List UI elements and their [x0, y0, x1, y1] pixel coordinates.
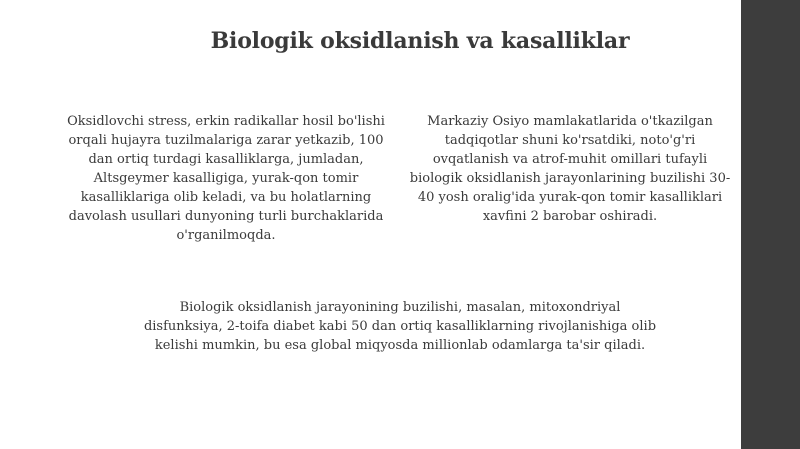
slide-title: Biologik oksidlanish va kasalliklar: [210, 28, 630, 54]
side-decor-bar: [741, 0, 800, 449]
paragraph-mitochondrial-dysfunction: Biologik oksidlanish jarayonining buzilishi, masalan, mitoxondriyal disfunksiya, 2-toifa diabet kabi 50 dan ortiq kasalliklarning rivojlanishiga olib kelishi mumkin, bu esa global miqyosda millionlab odamlarga ta'sir qiladi.: [143, 300, 657, 353]
paragraph-central-asia-research: Markaziy Osiyo mamlakatlarida o'tkazilgan tadqiqotlar shuni ko'rsatdiki, noto'g'ri ovqatlanish va atrof-muhit omillari tufayli biologik oksidlanish jarayonlarining buzilishi 30-40 yosh oralig'ida yurak-qon tomir kasalliklari xavfini 2 barobar oshiradi.: [409, 114, 731, 224]
paragraph-oxidative-stress: Oksidlovchi stress, erkin radikallar hosil bo'lishi orqali hujayra tuzilmalariga zarar yetkazib, 100 dan ortiq turdagi kasalliklarga, jumladan, Altsgeymer kasalligiga, yurak-qon tomir kasalliklariga olib keladi, va bu holatlarning davolash usullari dunyoning turli burchaklarida o'rganilmoqda.: [67, 114, 385, 243]
